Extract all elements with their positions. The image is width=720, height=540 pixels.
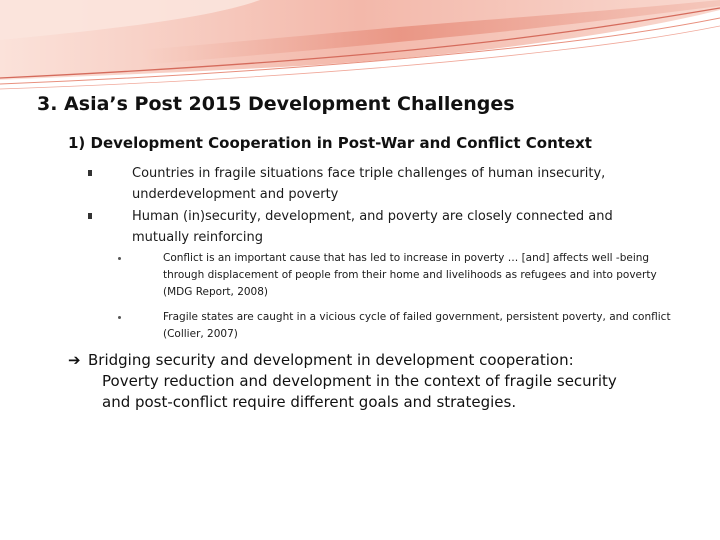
sub-bullet-item bbox=[163, 250, 683, 301]
dot-bullet-icon bbox=[118, 316, 121, 319]
conclusion-line: Poverty reduction and development in the context of fragile security bbox=[102, 372, 617, 390]
section-subtitle: 1) Development Cooperation in Post-War and Conflict Context bbox=[68, 134, 592, 152]
square-bullet-icon bbox=[88, 170, 92, 176]
slide-title: 3. Asia’s Post 2015 Development Challenges bbox=[37, 93, 515, 115]
sub-bullet-item bbox=[163, 309, 683, 343]
right-arrow-icon: ➔ bbox=[68, 351, 81, 369]
bullet-text: Human (in)security, development, and poverty are closely connected and mutually reinforcing bbox=[132, 209, 613, 245]
conclusion bbox=[68, 350, 688, 413]
square-bullet-icon bbox=[88, 213, 92, 219]
conclusion-line: and post-conflict require different goals and strategies. bbox=[102, 393, 517, 411]
dot-bullet-icon bbox=[118, 257, 121, 260]
bullet-item bbox=[132, 206, 672, 248]
header-decoration bbox=[0, 0, 720, 95]
bullet-text: Countries in fragile situations face triple challenges of human insecurity, underdevelopment and poverty bbox=[132, 166, 606, 202]
sub-bullet-text: Conflict is an important cause that has led to increase in poverty … [and] affects well -being through displacement of people from their home and livelihoods as refugees and into poverty (MDG Report, 2008) bbox=[163, 252, 657, 298]
conclusion-line: Bridging security and development in development cooperation: bbox=[88, 351, 574, 369]
bullet-item bbox=[132, 163, 672, 205]
sub-bullet-text: Fragile states are caught in a vicious cycle of failed government, persistent poverty, and conflict (Collier, 2007) bbox=[163, 311, 671, 340]
